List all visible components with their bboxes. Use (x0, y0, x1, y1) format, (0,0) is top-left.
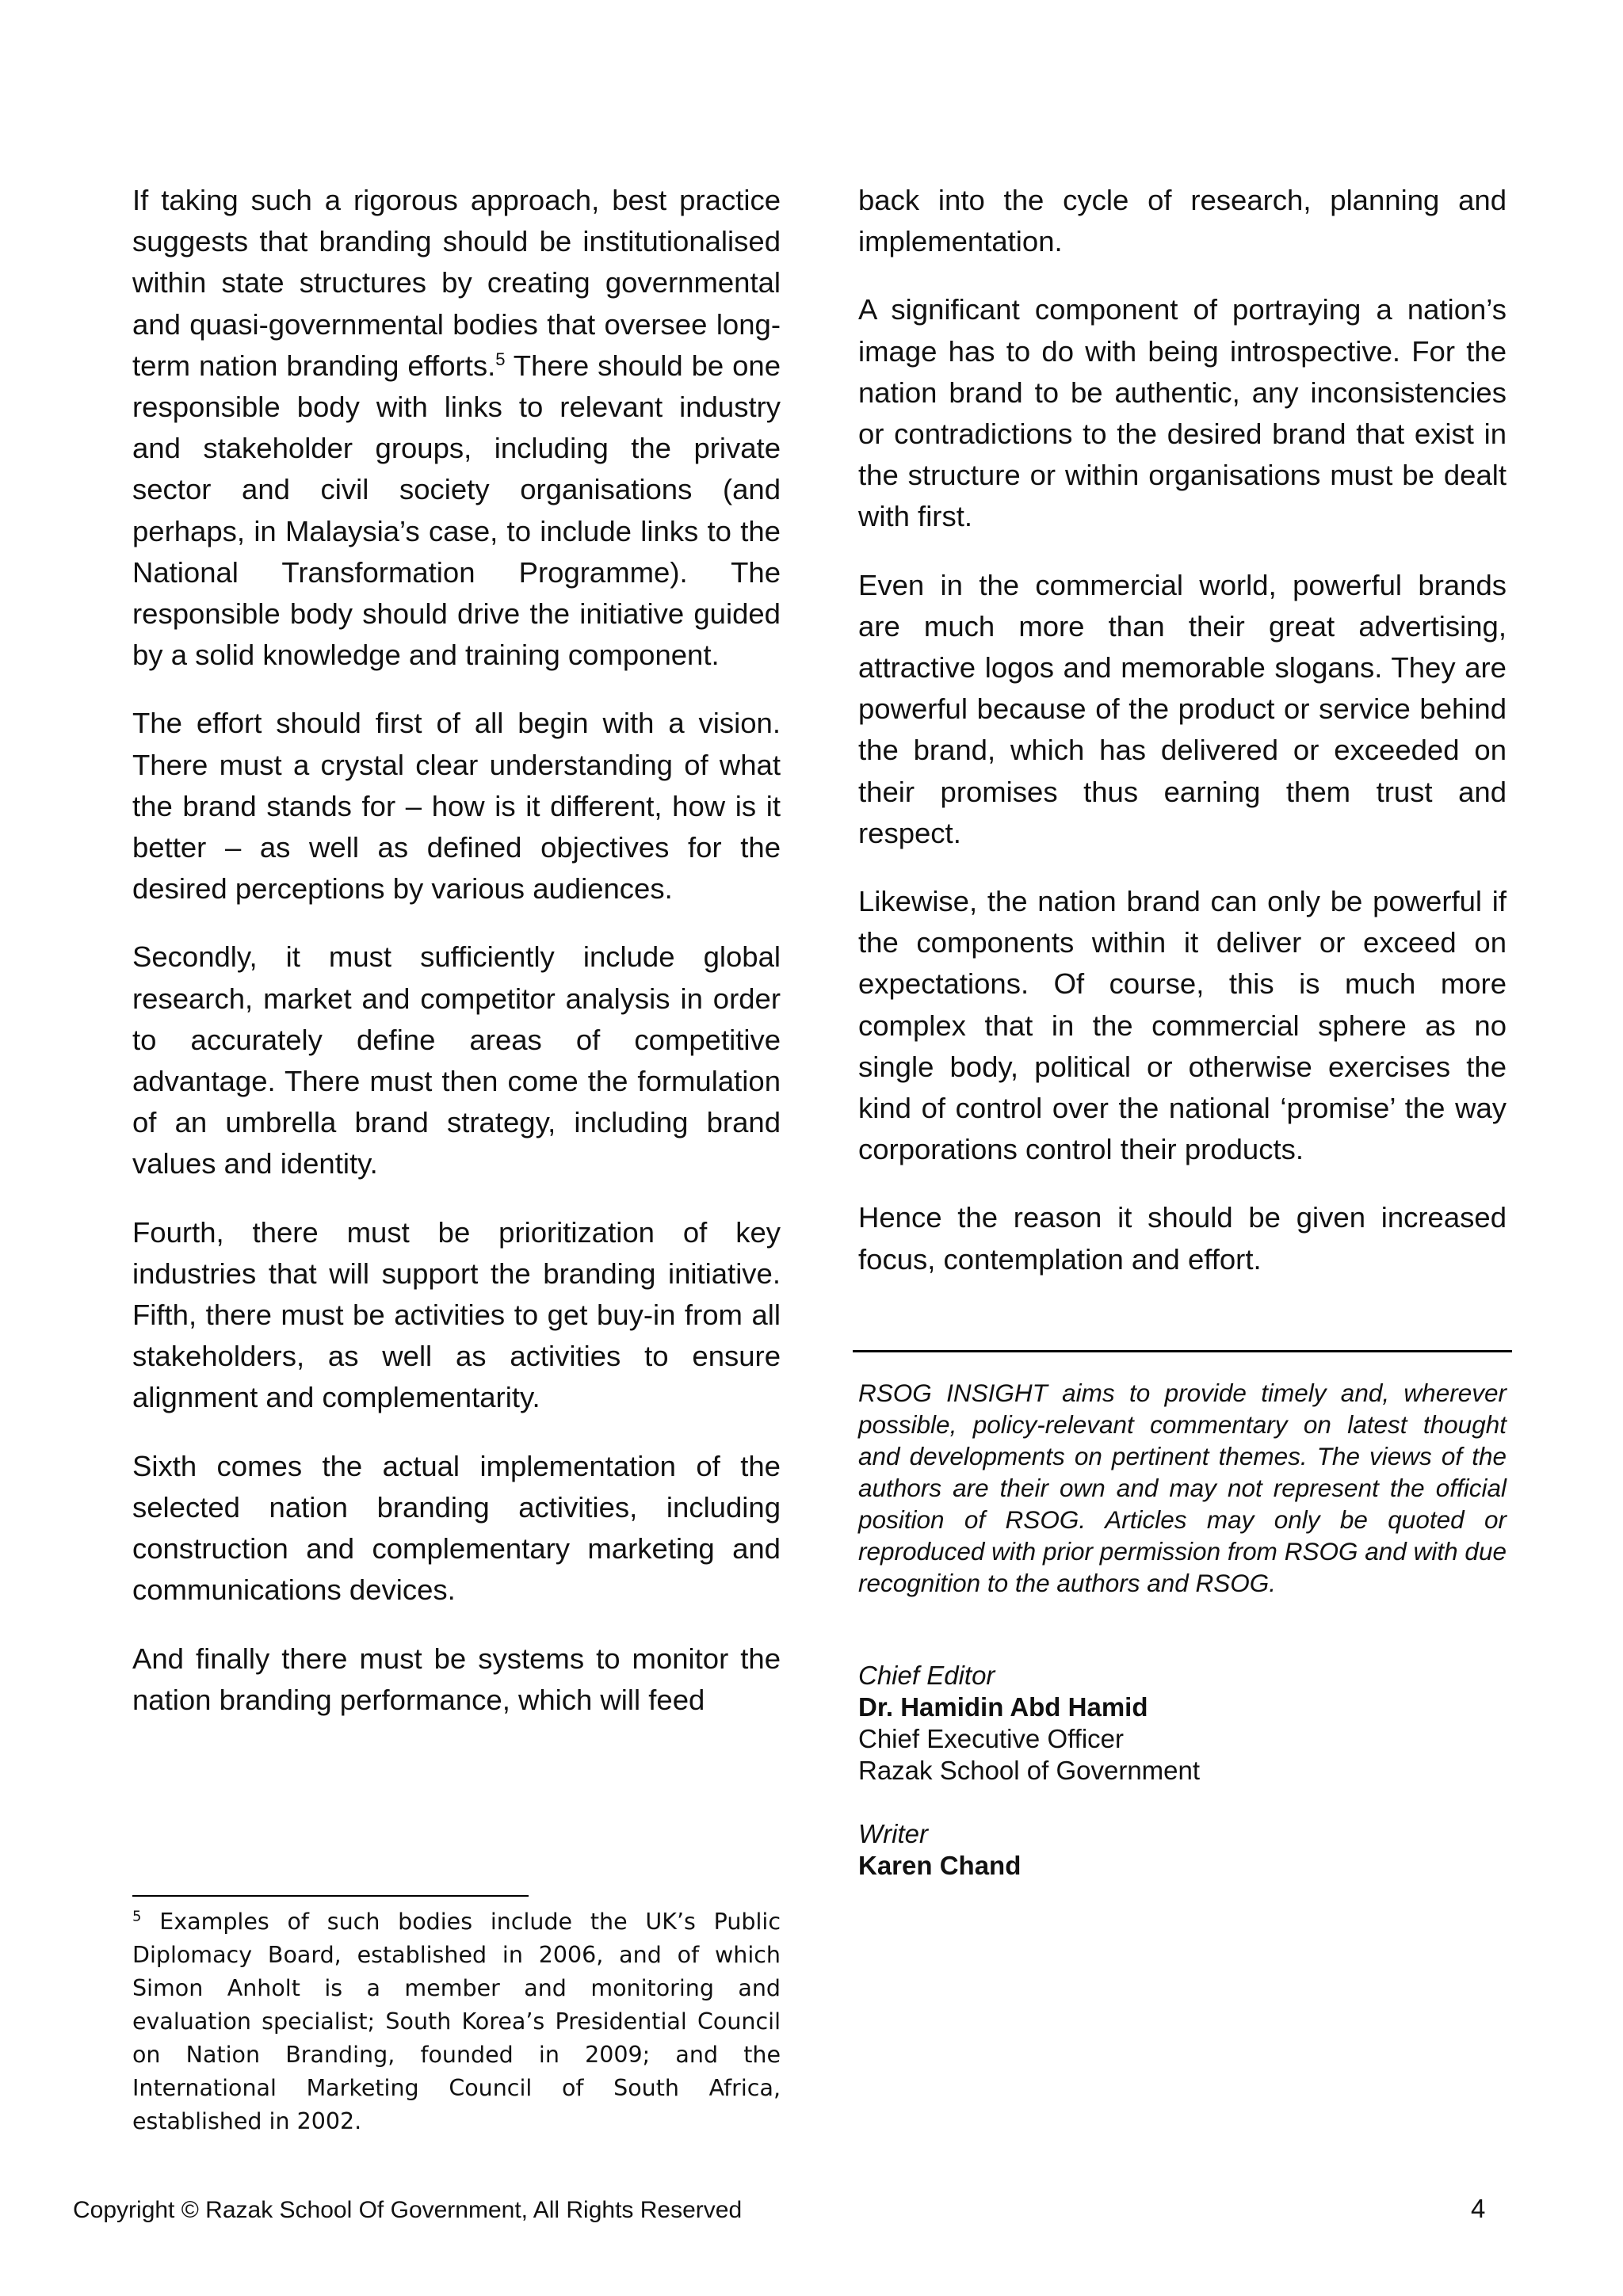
paragraph-continuation: back into the cycle of research, planning and implementation. (858, 184, 1507, 258)
paragraph-institutionalise (132, 180, 781, 676)
paragraph-implementation: Sixth comes the actual implementation of the selected nation branding activities, including construction and complementary marketing and communications devices. (132, 1449, 781, 1607)
paragraph-conclusion: Hence the reason it should be given increased focus, contemplation and effort. (858, 1201, 1507, 1276)
page-number: 4 (1471, 2194, 1486, 2223)
writer-role: Writer (858, 1819, 928, 1848)
footnote-number: 5 (132, 1908, 142, 1925)
editor-role: Chief Editor (858, 1661, 995, 1690)
paragraph-text: There should be one responsible body with links to relevant industry and stakeholder groups, including the private sector and civil society organisations (and perhaps, in Malaysia’s case, to include links to the National Transformation Programme). The responsible body should drive the initiative guided by a solid knowledge and training component. (132, 349, 781, 672)
paragraph-commercial-brands: Even in the commercial world, powerful brands are much more than their great advertising, attractive logos and memorable slogans. They are powerful because of the product or service behind the brand, which has delivered or exceeded on their promises thus earning them trust and respect. (858, 568, 1507, 849)
footnote-reference[interactable]: 5 (495, 349, 506, 369)
credits-block (858, 1660, 1507, 1882)
left-column (132, 180, 781, 1748)
insight-divider (853, 1350, 1512, 1352)
paragraph-text: If taking such a rigorous approach, best practice suggests that branding should be institutionalised within state structures by creating governmental and quasi-governmental bodies that oversee long-term nation branding efforts. (132, 184, 781, 382)
editor-title: Chief Executive Officer (858, 1724, 1125, 1753)
editor-name: Dr. Hamidin Abd Hamid (858, 1692, 1148, 1722)
editor-organisation: Razak School of Government (858, 1756, 1201, 1785)
writer-name: Karen Chand (858, 1851, 1022, 1880)
paragraph-monitoring: And finally there must be systems to monitor the nation branding performance, which will feed (132, 1642, 781, 1716)
paragraph-research: Secondly, it must sufficiently include global research, market and competitor analysis in order to accurately define areas of competitive advantage. There must then come the formulation of an umbrella brand strategy, including brand values and identity. (132, 940, 781, 1180)
insight-disclaimer: RSOG INSIGHT aims to provide timely and, wherever possible, policy-relevant commentary on latest thought and developments on pertinent themes. The views of the authors are their own and may not represent the official position of RSOG. Articles may only be quoted or reproduced with prior permission from RSOG and with due recognition to the authors and RSOG. (858, 1379, 1507, 1597)
copyright-notice: Copyright © Razak School Of Government, All Rights Reserved (73, 2197, 743, 2223)
footnote-text: Examples of such bodies include the UK’s Public Diplomacy Board, established in 2006, and of which Simon Anholt is a member and monitoring and evaluation specialist; South Korea’s Presidential Council on Nation Branding, founded in 2009; and the International Marketing Council of South Africa, established in 2002. (132, 1909, 781, 2134)
paragraph-vision: The effort should first of all begin with a vision. There must a crystal clear understanding of what the brand stands for – how is it different, how is it better – as well as defined objectives for the desired perceptions by various audiences. (132, 707, 781, 906)
paragraph-prioritization: Fourth, there must be prioritization of key industries that will support the branding initiative. Fifth, there must be activities to get buy-in from all stakeholders, as well as activities to ensure alignment and complementarity. (132, 1215, 781, 1414)
right-column (858, 180, 1507, 1307)
footnote-divider (132, 1895, 529, 1897)
paragraph-nation-brand-promise: Likewise, the nation brand can only be powerful if the components within it deliver or exceed on expectations. Of course, this is much more complex that in the commercial sphere as no single body, political or otherwise exercises the kind of control over the national ‘promise’ the way corporations control their products. (858, 885, 1507, 1166)
paragraph-introspective: A significant component of portraying a nation’s image has to do with being introspective. For the nation brand to be authentic, any inconsistencies or contradictions to the desired brand that exist in the structure or within organisations must be dealt with first. (858, 293, 1507, 533)
footnote (132, 1905, 781, 2138)
credits-spacer (858, 1787, 1507, 1818)
